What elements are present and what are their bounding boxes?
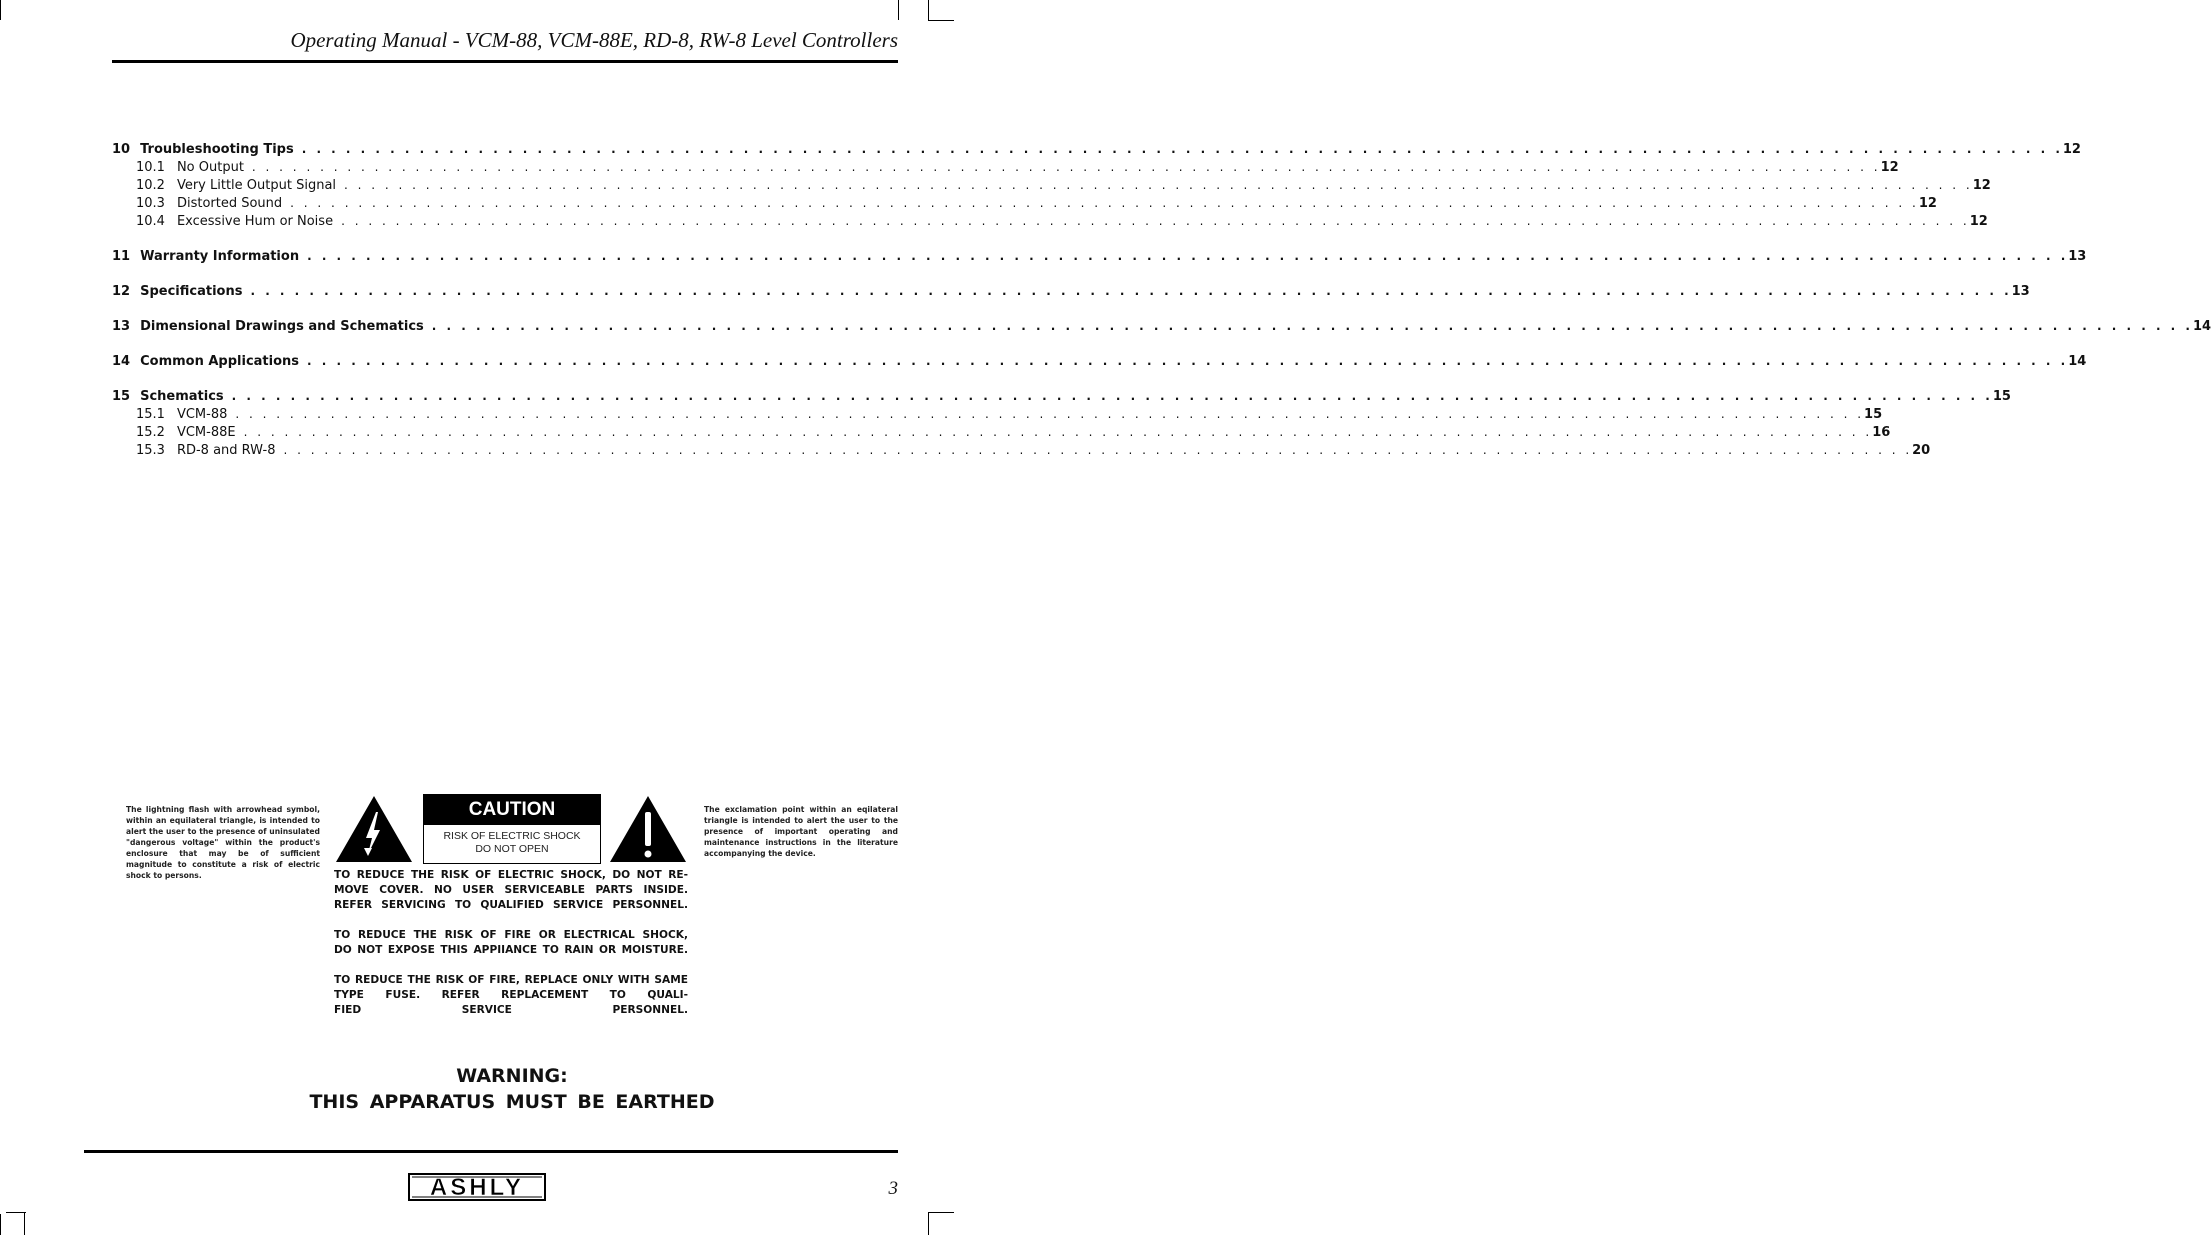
- paragraph-line: TO REDUCE THE RISK OF ELECTRIC SHOCK, DO NOT RE-: [334, 869, 688, 881]
- toc-page: 13: [2068, 249, 2087, 264]
- toc-title: Specifications: [140, 284, 243, 299]
- crop-mark: [928, 20, 954, 21]
- toc-title: VCM-88: [176, 407, 228, 422]
- toc-entry: [112, 319, 2211, 337]
- toc-page: 12: [2062, 142, 2081, 157]
- toc-page: 12: [1969, 214, 1988, 229]
- toc-number: 15.3: [136, 443, 165, 458]
- toc-page: 15: [1992, 389, 2011, 404]
- earthing-warning: [270, 1063, 754, 1115]
- page-number: 3: [888, 1178, 898, 1199]
- toc-subentry: [112, 178, 1991, 196]
- crop-mark: [928, 1212, 954, 1213]
- crop-mark: [24, 1212, 25, 1235]
- toc-page: 14: [2192, 319, 2211, 334]
- toc-page: 13: [2011, 284, 2030, 299]
- paragraph-line: DO NOT EXPOSE THIS APPIIANCE TO RAIN OR MOISTURE.: [334, 944, 688, 956]
- toc-entry: [112, 389, 2011, 407]
- toc-leader: . . . . . . . . . . . . . . . . . . . . . . . . . . . . . . . . . . . . . . . . . . . . . . . . . . . . . . . . . . . . . . . . . . . . . . . . . . . . . . . . . . . . . . . . . . . . . . . . . . . . . . . . . . . . . . . . . . . . . . . .: [341, 214, 1970, 228]
- shock-warning-paragraph: [334, 868, 688, 913]
- toc-number: 10: [112, 142, 131, 157]
- toc-leader: . . . . . . . . . . . . . . . . . . . . . . . . . . . . . . . . . . . . . . . . . . . . . . . . . . . . . . . . . . . . . . . . . . . . . . . . . . . . . . . . . . . . . . . . . . . . . . . . . . . . . . . . . . . . . . . . . . . . . . . .: [250, 284, 2012, 298]
- toc-leader: . . . . . . . . . . . . . . . . . . . . . . . . . . . . . . . . . . . . . . . . . . . . . . . . . . . . . . . . . . . . . . . . . . . . . . . . . . . . . . . . . . . . . . . . . . . . . . . . . . . . . . . . . . . . . . . . . . . . . . . .: [235, 407, 1865, 421]
- toc-page: 12: [1972, 178, 1991, 193]
- crop-mark: [928, 0, 929, 20]
- ashly-logo: [408, 1173, 546, 1201]
- paragraph-line: REFER SERVICING TO QUALIFIED SERVICE PERSONNEL.: [334, 899, 688, 911]
- toc-leader: . . . . . . . . . . . . . . . . . . . . . . . . . . . . . . . . . . . . . . . . . . . . . . . . . . . . . . . . . . . . . . . . . . . . . . . . . . . . . . . . . . . . . . . . . . . . . . . . . . . . . . . . . . . . . . . . . . . . . . . .: [283, 443, 1913, 457]
- toc-number: 12: [112, 284, 131, 299]
- toc-entry: [112, 249, 2087, 267]
- paragraph-line: TO REDUCE THE RISK OF FIRE, REPLACE ONLY WITH: [334, 974, 650, 986]
- toc-leader: . . . . . . . . . . . . . . . . . . . . . . . . . . . . . . . . . . . . . . . . . . . . . . . . . . . . . . . . . . . . . . . . . . . . . . . . . . . . . . . . . . . . . . . . . . . . . . . . . . . . . . . . . . . . . . . . . . . . . . . .: [307, 249, 2069, 263]
- toc-section: [112, 249, 2087, 267]
- toc-subentry: [112, 196, 1937, 214]
- toc-leader: . . . . . . . . . . . . . . . . . . . . . . . . . . . . . . . . . . . . . . . . . . . . . . . . . . . . . . . . . . . . . . . . . . . . . . . . . . . . . . . . . . . . . . . . . . . . . . . . . . . . . . . . . . . . . . . . . . . . . . . .: [301, 142, 2063, 156]
- header-title: Operating Manual - VCM-88, VCM-88E, RD-8, RW-8 Level Controllers: [290, 28, 898, 52]
- toc-page: 20: [1912, 443, 1931, 458]
- fuse-warning-paragraph: [334, 973, 688, 1018]
- lightning-warning-icon: [334, 794, 414, 864]
- toc-number: 13: [112, 319, 131, 334]
- toc-leader: . . . . . . . . . . . . . . . . . . . . . . . . . . . . . . . . . . . . . . . . . . . . . . . . . . . . . . . . . . . . . . . . . . . . . . . . . . . . . . . . . . . . . . . . . . . . . . . . . . . . . . . . . . . . . . . . . . . . . . . .: [251, 160, 1881, 174]
- crop-mark: [898, 0, 899, 20]
- toc-number: 11: [112, 249, 131, 264]
- toc-title: Warranty Information: [140, 249, 300, 264]
- toc-section: [112, 354, 2087, 372]
- toc-subentry: [112, 443, 1931, 461]
- toc-title: Dimensional Drawings and Schematics: [140, 319, 424, 334]
- toc-leader: . . . . . . . . . . . . . . . . . . . . . . . . . . . . . . . . . . . . . . . . . . . . . . . . . . . . . . . . . . . . . . . . . . . . . . . . . . . . . . . . . . . . . . . . . . . . . . . . . . . . . . . . . . . . . . . . . . . . . . . .: [307, 354, 2069, 368]
- caution-line: DO NOT OPEN: [475, 843, 549, 855]
- toc-subentry: [112, 407, 1883, 425]
- toc-leader: . . . . . . . . . . . . . . . . . . . . . . . . . . . . . . . . . . . . . . . . . . . . . . . . . . . . . . . . . . . . . . . . . . . . . . . . . . . . . . . . . . . . . . . . . . . . . . . . . . . . . . . . . . . . . . . . . . . . . . . .: [344, 178, 1973, 192]
- toc-title: Schematics: [140, 389, 224, 404]
- caution-line: RISK OF ELECTRIC SHOCK: [443, 830, 581, 842]
- toc-page: 14: [2068, 354, 2087, 369]
- warning-text: THIS APPARATUS MUST BE EARTHED: [309, 1091, 715, 1113]
- caution-label: [423, 794, 601, 864]
- paragraph-line: SAME TYPE FUSE. REFER REPLACEMENT TO QUALI-: [334, 974, 688, 1001]
- crop-mark: [0, 0, 1, 20]
- caution-title: CAUTION: [424, 795, 600, 825]
- toc-number: 15: [112, 389, 131, 404]
- toc-leader: . . . . . . . . . . . . . . . . . . . . . . . . . . . . . . . . . . . . . . . . . . . . . . . . . . . . . . . . . . . . . . . . . . . . . . . . . . . . . . . . . . . . . . . . . . . . . . . . . . . . . . . . . . . . . . . . . . . . . . . .: [431, 319, 2193, 333]
- warning-heading: WARNING:: [456, 1065, 568, 1087]
- toc-title: RD-8 and RW-8: [176, 443, 276, 458]
- safety-instructions: [334, 868, 688, 1033]
- page-header: [112, 28, 898, 63]
- toc-number: 15.1: [136, 407, 165, 422]
- toc-leader: . . . . . . . . . . . . . . . . . . . . . . . . . . . . . . . . . . . . . . . . . . . . . . . . . . . . . . . . . . . . . . . . . . . . . . . . . . . . . . . . . . . . . . . . . . . . . . . . . . . . . . . . . . . . . . . . . . . . . . . .: [243, 425, 1873, 439]
- toc-entry: [112, 142, 2081, 160]
- toc-subentry: [112, 214, 1988, 232]
- paragraph-line: MOVE COVER. NO USER SERVICEABLE PARTS INSIDE.: [334, 884, 688, 896]
- toc-section: [112, 389, 2011, 461]
- exclamation-warning-icon: [608, 794, 688, 864]
- toc-page: 12: [1918, 196, 1937, 211]
- toc-number: 10.1: [136, 160, 165, 175]
- toc-number: 10.4: [136, 214, 165, 229]
- caution-subtext: [424, 825, 600, 856]
- toc-title: VCM-88E: [176, 425, 236, 440]
- toc-page: 12: [1880, 160, 1899, 175]
- toc-title: Distorted Sound: [176, 196, 283, 211]
- toc-title: No Output: [176, 160, 244, 175]
- toc-section: [112, 142, 2081, 232]
- table-of-contents: [112, 142, 2211, 478]
- footer-rule: [84, 1150, 898, 1153]
- crop-mark: [0, 1214, 1, 1235]
- lightning-notice: The lightning flash with arrowhead symbol, within an equilateral triangle, is intended to alert the user to the presence of uninsulated "dangerous voltage" within the product's enclosure that may be of sufficient magnitude to constitute a risk of electric shock to persons.: [126, 805, 320, 880]
- exclamation-notice: The exclamation point within an eqilateral triangle is intended to alert the user to the presence of important operating and maintenance instructions in the literature accompanying the device.: [704, 805, 898, 858]
- toc-number: 10.3: [136, 196, 165, 211]
- paragraph-line: TO REDUCE THE RISK OF FIRE OR ELECTRICAL SHOCK,: [334, 929, 688, 941]
- logo-text: ASHLY: [429, 1174, 525, 1201]
- toc-page: 15: [1864, 407, 1883, 422]
- toc-title: Very Little Output Signal: [176, 178, 337, 193]
- toc-section: [112, 284, 2030, 302]
- toc-number: 14: [112, 354, 131, 369]
- crop-mark: [6, 1212, 26, 1213]
- toc-title: Troubleshooting Tips: [140, 142, 294, 157]
- toc-entry: [112, 284, 2030, 302]
- paragraph-line: FIED SERVICE PERSONNEL.: [334, 1004, 688, 1016]
- toc-subentry: [112, 425, 1891, 443]
- toc-number: 15.2: [136, 425, 165, 440]
- moisture-warning-paragraph: [334, 928, 688, 958]
- toc-title: Common Applications: [140, 354, 300, 369]
- toc-number: 10.2: [136, 178, 165, 193]
- toc-leader: . . . . . . . . . . . . . . . . . . . . . . . . . . . . . . . . . . . . . . . . . . . . . . . . . . . . . . . . . . . . . . . . . . . . . . . . . . . . . . . . . . . . . . . . . . . . . . . . . . . . . . . . . . . . . . . . . . . . . . . .: [231, 389, 1993, 403]
- toc-leader: . . . . . . . . . . . . . . . . . . . . . . . . . . . . . . . . . . . . . . . . . . . . . . . . . . . . . . . . . . . . . . . . . . . . . . . . . . . . . . . . . . . . . . . . . . . . . . . . . . . . . . . . . . . . . . . . . . . . . . . .: [290, 196, 1919, 210]
- toc-subentry: [112, 160, 1899, 178]
- toc-title: Excessive Hum or Noise: [176, 214, 334, 229]
- toc-entry: [112, 354, 2087, 372]
- toc-section: [112, 319, 2211, 337]
- crop-mark: [928, 1212, 929, 1235]
- toc-page: 16: [1872, 425, 1891, 440]
